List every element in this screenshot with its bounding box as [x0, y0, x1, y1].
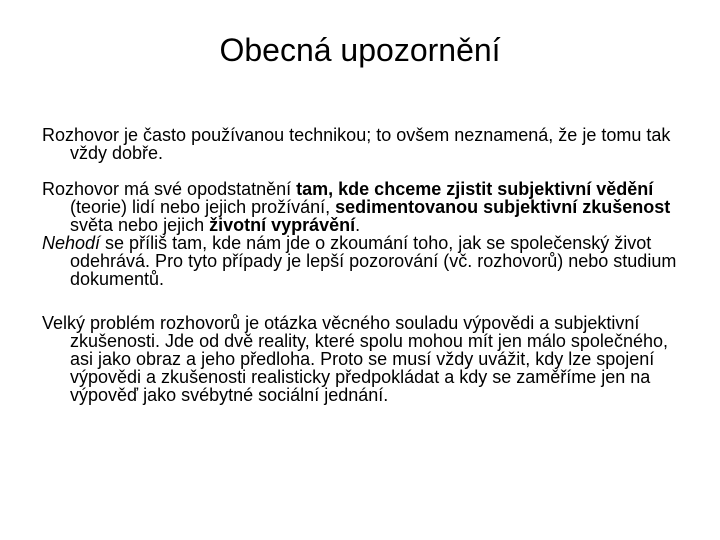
text-segment: .: [355, 215, 361, 235]
paragraph-usage: Rozhovor je často používanou technikou; to ovšem neznamená, že je tomu tak vždy dobře.: [42, 125, 671, 163]
bold-segment: životní vyprávění: [209, 215, 356, 235]
text-segment: Rozhovor má své opodstatnění: [42, 179, 297, 199]
slide-body: [42, 126, 692, 404]
text-segment: světa nebo jejich: [70, 215, 210, 235]
bold-segment: tam, kde chceme zjistit subjektivní vědění: [296, 179, 654, 199]
italic-segment: Nehodí: [42, 233, 101, 253]
paragraph-limitations: [42, 234, 692, 288]
slide-title: Obecná upozornění: [219, 32, 501, 68]
paragraph-problem: Velký problém rozhovorů je otázka věcného souladu výpovědi a subjektivní zkušenosti. Jde od dvě reality, které spolu mohou mít jen málo společného, asi jako obraz a jeho předloha. Proto se musí vždy uvážit, kdy lze spojení výpovědi a zkušenosti realisticky předpokládat a kdy se zaměříme jen na výpověď jako svébytné sociální jednání.: [42, 313, 668, 405]
text-segment: se příliš tam, kde nám jde o zkoumání toho, jak se společenský život odehrává. Pro tyto případy je lepší pozorování (vč. rozhovorů) nebo studium dokumentů.: [70, 233, 677, 289]
bold-segment: sedimentovanou subjektivní zkušenost: [335, 197, 671, 217]
paragraph-justification: [42, 180, 692, 234]
text-segment: (teorie) lidí nebo jejich prožívání,: [70, 197, 336, 217]
